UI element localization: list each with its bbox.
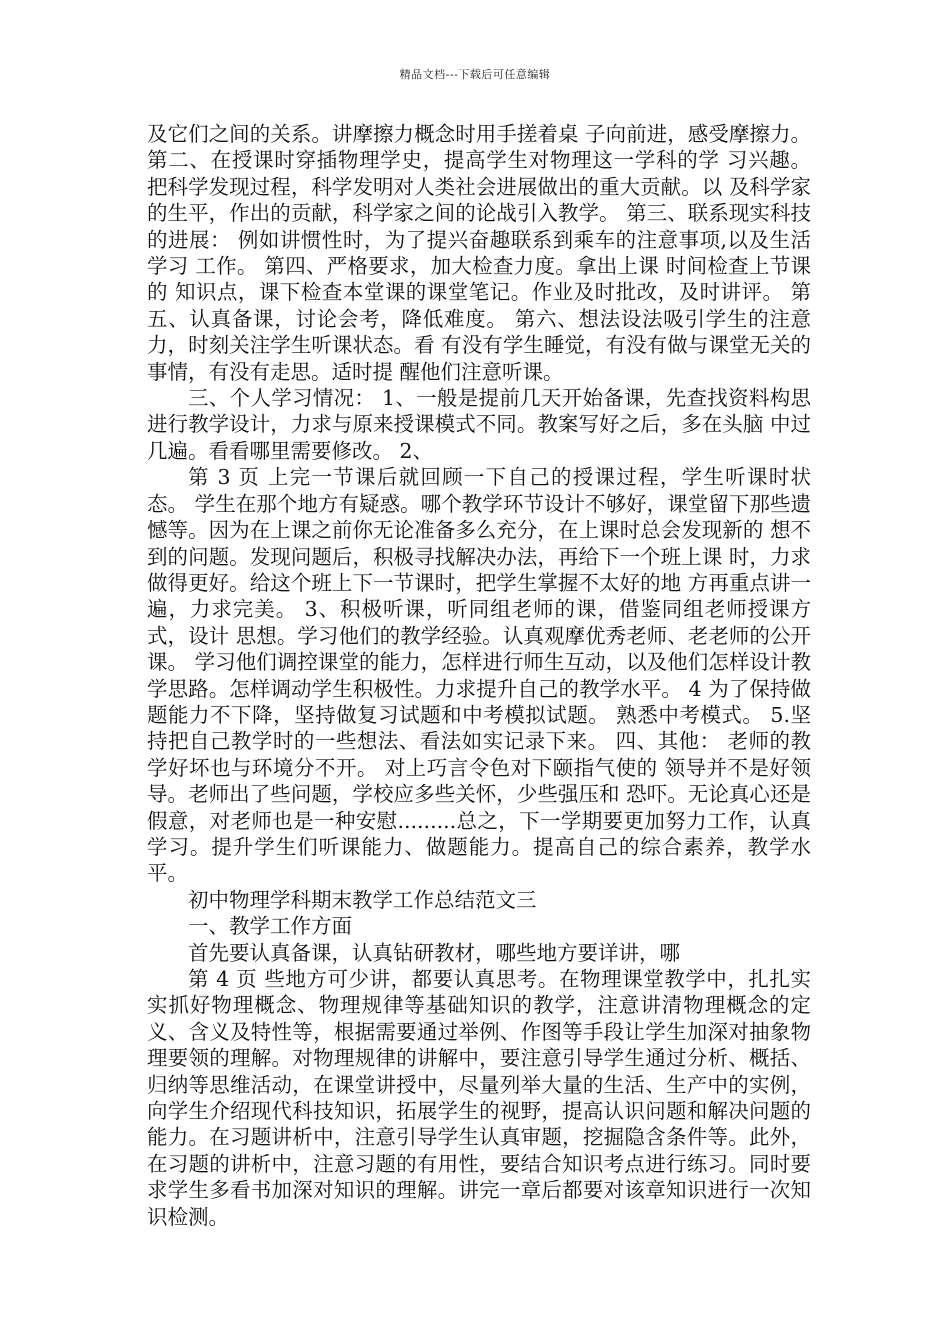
paragraph-page-3-reflection: 第 3 页 上完一节课后就回顾一下自己的授课过程，学生听课时状态。 学生在那个地方有疑惑。哪个教学环节设计不够好，课堂留下那些遗 憾等。因为在上课之前你无论准备多么充分，在上课时总会发现新的 想不到的问题。发现问题后，积极寻找解决办法，再给下一个班上课 时，力求做得更好。给这个班上下一节课时，把学生掌握不太好的地 方再重点讲一遍，力求完美。 3、积极听课，听同组老师的课，借鉴同组老师授课方式，设计 思想。学习他们的教学经验。认真观摩优秀老师、老老师的公开课。 学习他们调控课堂的能力，怎样进行师生互动，以及他们怎样设计教 学思路。怎样调动学生积极性。力求提升自己的教学水平。 4 为了保持做题能力不下降，坚持做复习试题和中考模拟试题。 熟悉中考模式。 5.坚持把自己教学时的一些想法、看法如实记录下来。 四、其他： 老师的教学好坏也与环境分不开。 对上巧言令色对下颐指气使的 领导并不是好领导。老师出了些问题，学校应多些关怀，少些强压和 恐吓。无论真心还是假意，对老师也是一种安慰.........总之，下一学期要更加努力工作，认真学习。提升学生们听课能力、做题能力。提高自己的综合素养，教学水平。	[147, 465, 811, 886]
paragraph-lesson-prep: 首先要认真备课，认真钻研教材，哪些地方要详讲，哪	[188, 940, 680, 965]
page-header: 精品文档---下载后可任意编辑	[399, 68, 551, 81]
document-body	[147, 121, 811, 1230]
paragraph-teaching-methods: 及它们之间的关系。讲摩擦力概念时用手搓着桌 子向前进，感受摩擦力。 第二、在授课时穿插物理学史，提高学生对物理这一学科的学 习兴趣。 把科学发现过程，科学发明对人类社会进展做出的重大贡献。以 及科学家的生平，作出的贡献，科学家之间的论战引入教学。 第三、联系现实科技的进展： 例如讲惯性时，为了提兴奋趣联系到乘车的注意事项,以及生活学习 工作。 第四、严格要求，加大检查力度。拿出上课 时间检查上节课的 知识点，课下检查本堂课的课堂笔记。作业及时批改，及时讲评。 第五、认真备课，讨论会考，降低难度。 第六、想法设法吸引学生的注意力，时刻关注学生听课状态。看 有没有学生睡觉，有没有做与课堂无关的事情，有没有走思。适时提 醒他们注意听课。	[147, 122, 811, 384]
section-title-sample-three: 初中物理学科期末教学工作总结范文三	[188, 887, 537, 912]
paragraph-personal-study: 三、个人学习情况： 1、一般是提前几天开始备课，先查找资料构思 进行教学设计，力求与原来授课模式不同。教案写好之后，多在头脑 中过几遍。看看哪里需要修改。 2、	[147, 386, 811, 463]
section-heading-teaching-work: 一、教学工作方面	[188, 914, 352, 939]
paragraph-page-4-physics-teaching: 第 4 页 些地方可少讲，都要认真思考。在物理课堂教学中，扎扎实实抓好物理概念、物理规律等基础知识的教学，注意讲清物理概念的定义、含义及特性等，根据需要通过举例、作图等手段让学生加深对抽象物理要领的理解。对物理规律的讲解中，要注意引导学生通过分析、概括、归纳等思维活动，在课堂讲授中，尽量列举大量的生活、生产中的实例，向学生介绍现代科技知识，拓展学生的视野，提高认识问题和解决问题的能力。在习题讲析中，注意引导学生认真审题，挖掘隐含条件等。此外，在习题的讲析中，注意习题的有用性，要结合知识考点进行练习。同时要求学生多看书加深对知识的理解。讲完一章后都要对该章知识进行一次知识检测。	[147, 967, 811, 1229]
